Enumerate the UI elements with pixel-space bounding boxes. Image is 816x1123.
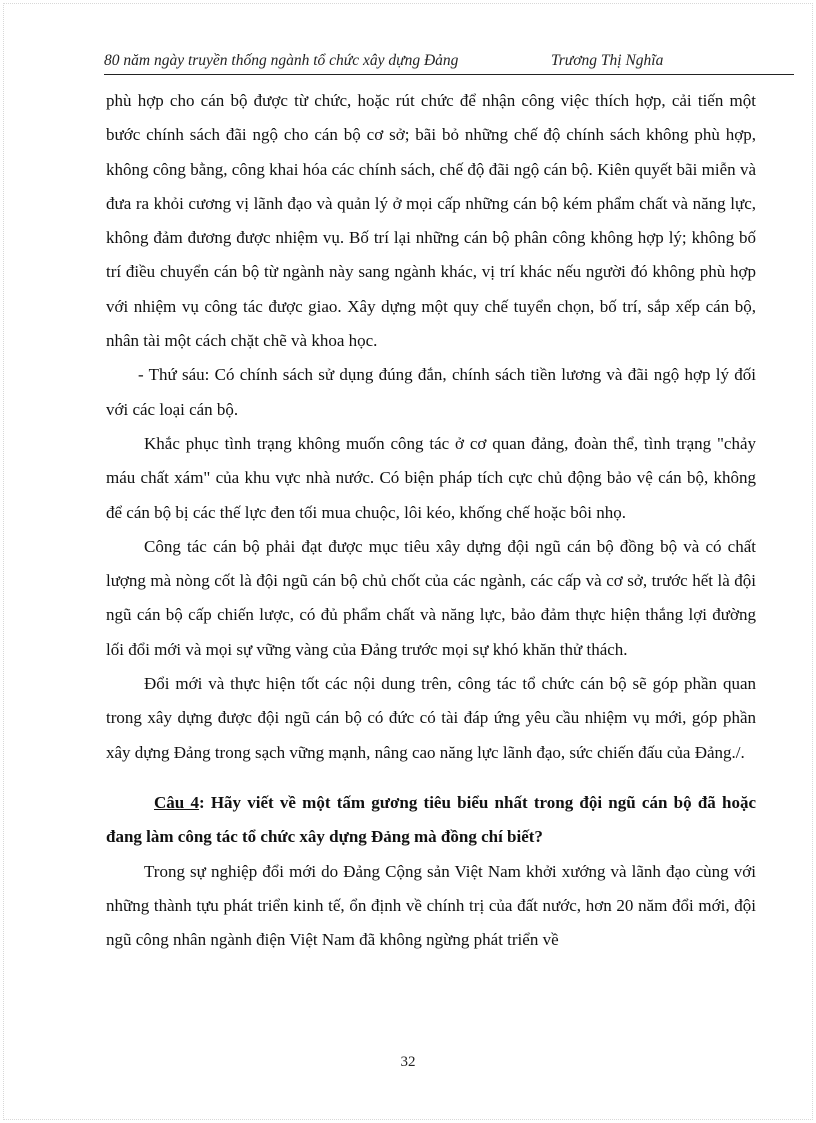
page-number: 32	[400, 1054, 416, 1070]
paragraph-continuation: phù hợp cho cán bộ được từ chức, hoặc rút chức để nhận công việc thích hợp, cải tiến một bước chính sách đãi ngộ cho cán bộ cơ sở; bãi bỏ những chế độ chính sách không phù hợp, không công bằng, công khai hóa các chính sách, chế độ đãi ngộ cán bộ. Kiên quyết bãi miễn và đưa ra khỏi cương vị lãnh đạo và quản lý ở mọi cấp những cán bộ kém phẩm chất và năng lực, không đảm đương được nhiệm vụ. Bố trí lại những cán bộ phân công không hợp lý; không bố trí điều chuyển cán bộ từ ngành này sang ngành khác, vị trí khác nếu người đó không phù hợp với nhiệm vụ công tác được giao. Xây dựng một quy chế tuyển chọn, bố trí, sắp xếp cán bộ, nhân tài một cách chặt chẽ và khoa học.	[106, 91, 756, 351]
header-rule	[104, 74, 794, 75]
paragraph-cong-tac-can-bo: Công tác cán bộ phải đạt được mục tiêu xây dựng đội ngũ cán bộ đồng bộ và có chất lượng mà nòng cốt là đội ngũ cán bộ chủ chốt của các ngành, các cấp và cơ sở, trước hết là đội ngũ cán bộ cấp chiến lược, có đủ phẩm chất và năng lực, bảo đảm thực hiện thắng lợi đường lối đổi mới và mọi sự vững vàng của Đảng trước mọi sự khó khăn thử thách.	[106, 536, 756, 659]
page-header	[104, 52, 794, 74]
document-body	[106, 84, 756, 957]
question-label: Câu 4	[154, 792, 199, 812]
paragraph-final: Trong sự nghiệp đổi mới do Đảng Cộng sản Việt Nam khởi xướng và lãnh đạo cùng với những thành tựu phát triển kinh tế, ổn định về chính trị của đất nước, hơn 20 năm đổi mới, đội ngũ công nhân ngành điện Việt Nam đã không ngừng phát triển về	[106, 861, 756, 950]
paragraph-doi-moi: Đổi mới và thực hiện tốt các nội dung trên, công tác tổ chức cán bộ sẽ góp phần quan trong xây dựng được đội ngũ cán bộ có đức có tài đáp ứng yêu cầu nhiệm vụ mới, góp phần xây dựng Đảng trong sạch vững mạnh, nâng cao năng lực lãnh đạo, sức chiến đấu của Đảng./.	[106, 674, 756, 762]
question-heading	[106, 786, 756, 855]
header-title: 80 năm ngày truyền thống ngành tổ chức xây dựng Đảng	[104, 52, 459, 69]
question-text: : Hãy viết về một tấm gương tiêu biểu nhất trong đội ngũ cán bộ đã hoặc đang làm công tác tổ chức xây dựng Đảng mà đồng chí biết?	[106, 792, 756, 847]
header-author: Trương Thị Nghĩa	[551, 52, 664, 69]
paragraph-thu-sau: - Thứ sáu: Có chính sách sử dụng đúng đắn, chính sách tiền lương và đãi ngộ hợp lý đối với các loại cán bộ.	[106, 365, 756, 419]
paragraph-khac-phuc: Khắc phục tình trạng không muốn công tác ở cơ quan đảng, đoàn thể, tình trạng "chảy máu chất xám" của khu vực nhà nước. Có biện pháp tích cực chủ động bảo vệ cán bộ, không để cán bộ bị các thế lực đen tối mua chuộc, lôi kéo, khống chế hoặc bôi nhọ.	[106, 433, 756, 522]
